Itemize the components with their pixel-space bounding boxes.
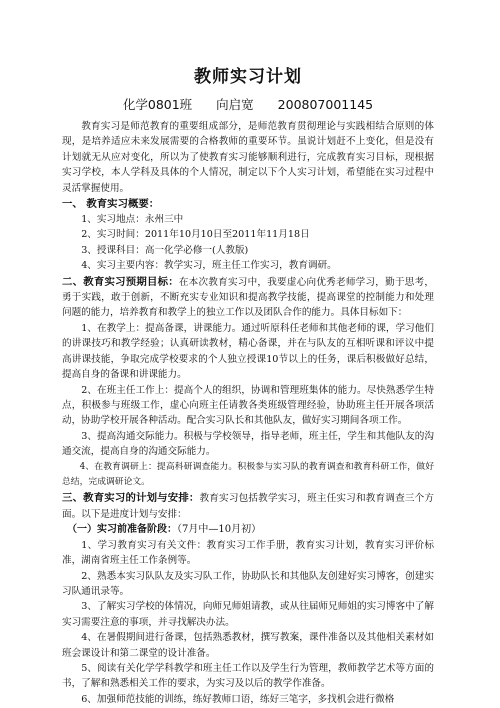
section-3-heading: 三、教育实习的计划与安排： [62, 492, 200, 505]
s3-item: 6、加强师范技能的训练，练好教师口语，练好三笔字，多找机会进行微格 [81, 693, 395, 705]
subsection-1-title: （一）实习前准备阶段： [67, 524, 177, 536]
s3-item: 2、熟悉本实习队队友及实习队工作，协助队长和其他队友创建好实习博客，创建实习队通讯录等。 [62, 570, 434, 597]
s3-item: 4、在暑假期间进行备课，包括熟悉教材，撰写教案，课件准备以及其他相关素材如班会课设计和第二课堂的设计准备。 [62, 632, 434, 659]
author-line [62, 95, 434, 113]
author-name: 向启宽 [216, 97, 254, 112]
s2-item: 2、在班主任工作上：提高个人的组织，协调和管理班集体的能力。尽快熟悉学生特点，积极参与班级工作，虚心向班主任请教各类班级管理经验，协助班主任开展各项活动，协助学校开展各种活动。配合实习队长和其他队友，做好实习期间各项工作。 [62, 384, 434, 427]
s2-item: 4、在教育调研上：提高科研调查能力。积极参与实习队的教育调查和教育科研工作，做好总结，完成调研论文。 [62, 461, 434, 487]
section-2-heading: 二、教育实习预期目标： [62, 275, 179, 288]
page-title: 教师实习计划 [194, 67, 302, 87]
student-id: 200807001145 [277, 97, 374, 112]
section-1-heading: 一、 教育实习概要： [62, 198, 160, 211]
subsection-1-heading [62, 522, 434, 538]
class-label: 化学0801班 [122, 97, 193, 112]
section-2-paragraph [62, 274, 434, 321]
s3-item: 3、了解实习学校的体情况，向师兄师姐请教，或从往届师兄师姐的实习博客中了解实习需要注意的事项，并寻找解决办法。 [62, 601, 434, 628]
section-3-text: 教育实习包括教学实习，班主任实习和教育调查三个方面。以下是进度计划与安排： [62, 493, 435, 520]
s2-item: 3、提高沟通交际能力。积极与学校领导，指导老师，班主任，学生和其他队友的沟通交流，提高自身的沟通交际能力。 [62, 430, 434, 458]
section-2-text: 在本次教育实习中，我要虚心向优秀老师学习，勤于思考，勇于实践，敢于创新，不断充实专业知识和提高教学技能，提高课堂的控制能力和处理问题的能力，培养教育和教学上的独立工作以及团队合作的能力。具体目标如下： [62, 276, 435, 319]
intro-paragraph: 教育实习是师范教育的重要组成部分，是师范教育贯彻理论与实践相结合原则的体现，是培养适应未来发展需要的合格教师的重要环节。虽说计划赶不上变化，但是没有计划就无从应对变化，所以为了使教育实习能够顺利进行，完成教育实习目标，现根据实习学校，本人学科及具体的个人情况，制定以下个人实习计划，希望能在实习过程中灵活掌握使用。 [62, 121, 434, 194]
s1-item: 1、实习地点：永州三中 [81, 214, 184, 226]
section-3-paragraph [62, 490, 434, 522]
s1-item: 4、实习主要内容：教学实习，班主任工作实习，教育调研。 [81, 260, 337, 272]
subsection-1-time: （7月中—10月初） [177, 524, 262, 536]
s1-item: 2、实习时间：2011年10月10日至2011年11月18日 [81, 229, 310, 241]
s1-item: 3、授课科目：高一化学必修一(人教版) [81, 244, 249, 256]
s3-item: 1、学习教育实习有关文件：教育实习工作手册，教育实习计划，教育实习评价标准，湖南省班主任工作条例等。 [62, 539, 434, 567]
s3-item: 5、阅读有关化学学科教学和班主任工作以及学生行为管理，教师教学艺术等方面的书，了解和熟悉相关工作的要求，为实习及以后的教学作准备。 [62, 663, 434, 690]
s2-item: 1、在教学上：提高备课，讲课能力。通过听原科任老师和其他老师的课，学习他们的讲课技巧和教学经验；认真研读教材，精心备课，并在与队友的互相听课和评议中提高讲课技能，争取完成学校要求的个人独立授课10节以上的任务，课后积极做好总结，提高自身的备课和讲课能力。 [62, 322, 434, 381]
